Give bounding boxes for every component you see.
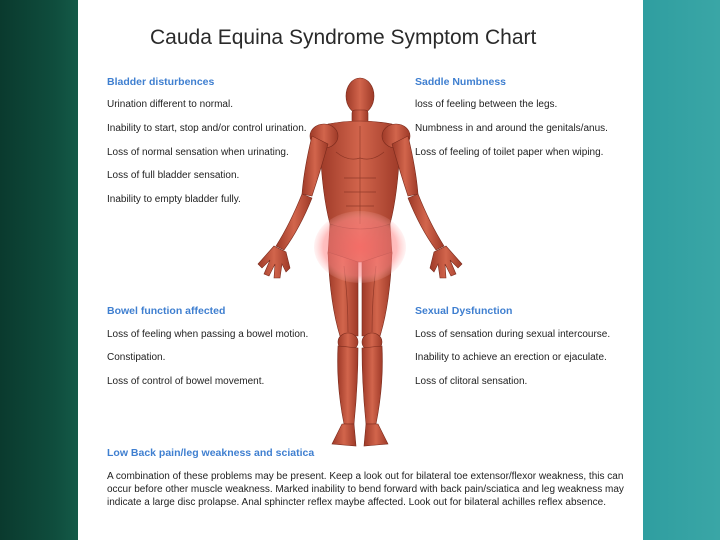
figure-right-foot (364, 424, 388, 446)
figure-right-shin (362, 346, 382, 424)
left-decor-band (0, 0, 78, 540)
chart-title: Cauda Equina Syndrome Symptom Chart (150, 26, 537, 49)
figure-right-hand (430, 246, 462, 278)
bowel-item: Loss of feeling when passing a bowel motion. (107, 329, 309, 340)
sexual-item: Loss of clitoral sensation. (415, 376, 528, 387)
bowel-item: Loss of control of bowel movement. (107, 376, 265, 387)
backpain-paragraph: A combination of these problems may be present. Keep a look out for bilateral toe extensor/flexor weakness, this can occur before other muscle weakness. Marked inability to bend forward with back pain/sciatica and leg weakness may indicate a large disc prolapse. Anal sphincter reflex maybe affected. Look out for bilateral achilles reflex absence. (107, 471, 624, 508)
sexual-heading: Sexual Dysfunction (415, 305, 513, 317)
pelvic-highlight (314, 211, 406, 283)
sexual-item: Loss of sensation during sexual intercourse. (415, 329, 611, 340)
figure-left-shin (338, 346, 358, 424)
saddle-item: Numbness in and around the genitals/anus. (415, 123, 608, 134)
figure-right-forearm (408, 194, 444, 250)
saddle-heading: Saddle Numbness (415, 76, 507, 88)
bladder-item: Inability to empty bladder fully. (107, 194, 241, 205)
bladder-item: Loss of normal sensation when urinating. (107, 147, 289, 158)
saddle-item: loss of feeling between the legs. (415, 99, 558, 110)
figure-left-foot (332, 424, 356, 446)
bladder-item: Urination different to normal. (107, 99, 233, 110)
sexual-item: Inability to achieve an erection or ejaculate. (415, 352, 607, 363)
right-decor-band (643, 0, 720, 540)
bladder-item: Loss of full bladder sensation. (107, 170, 240, 181)
bowel-heading: Bowel function affected (107, 305, 226, 317)
saddle-item: Loss of feeling of toilet paper when wiping. (415, 147, 604, 158)
figure-left-forearm (276, 194, 312, 250)
bowel-item: Constipation. (107, 352, 166, 363)
figure-head (346, 78, 374, 114)
figure-left-hand (258, 246, 290, 278)
bladder-item: Inability to start, stop and/or control urination. (107, 123, 307, 134)
anatomy-figure (240, 74, 480, 454)
bladder-heading: Bladder disturbences (107, 76, 215, 88)
backpain-heading: Low Back pain/leg weakness and sciatica (107, 447, 315, 459)
